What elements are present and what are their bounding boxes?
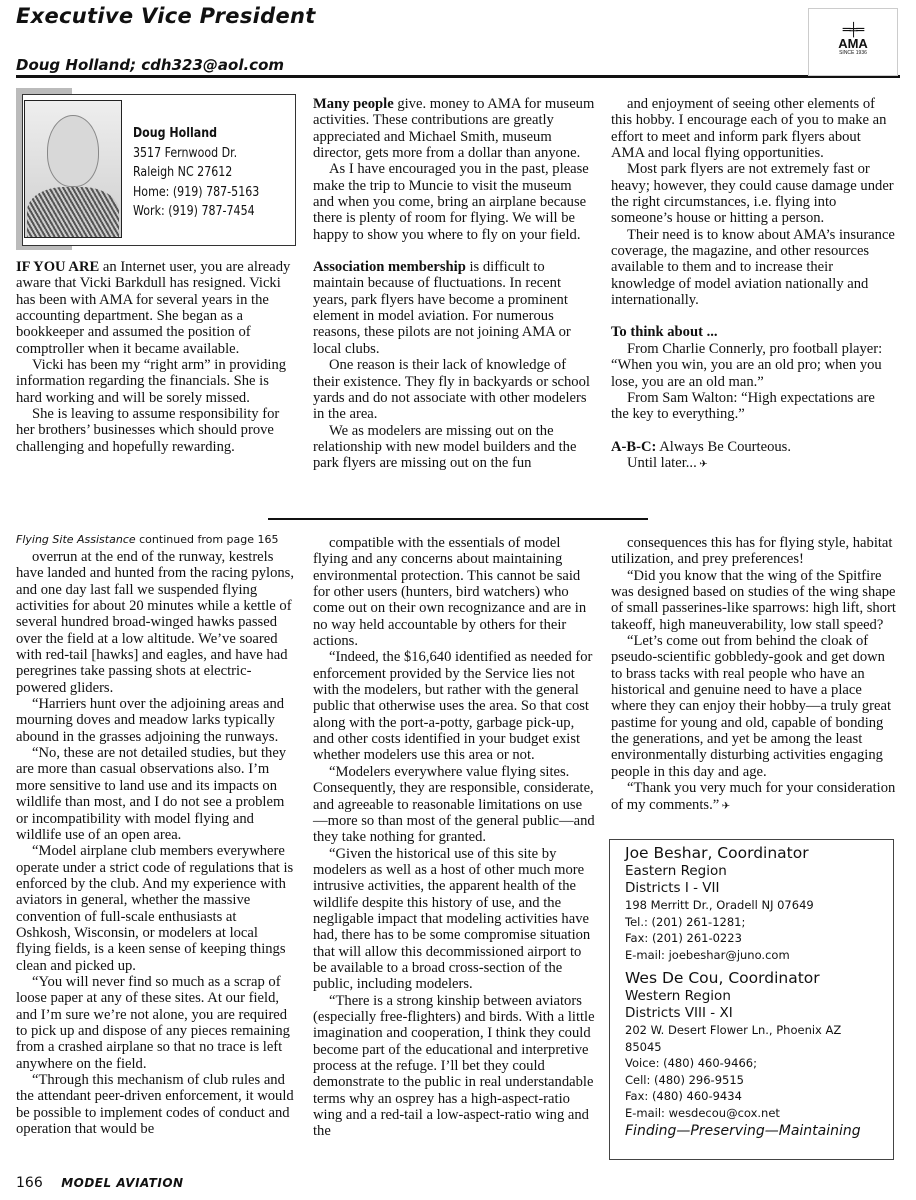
lead-in: A-B-C: bbox=[611, 438, 657, 455]
logo-since: SINCE 1936 bbox=[839, 50, 867, 56]
paragraph-text: “Did you know that the wing of the Spitfire was designed based on studies of the wing shape of small passerines-like sparrows: high lift, short takeoff, high maneuverability, low stall speed? bbox=[611, 567, 896, 633]
paragraph bbox=[611, 439, 896, 455]
subheading-text: To think about ... bbox=[611, 324, 718, 341]
section-title: Executive Vice President bbox=[16, 4, 316, 28]
subheading bbox=[611, 324, 896, 340]
paragraph bbox=[611, 341, 896, 390]
paragraph bbox=[611, 780, 896, 815]
portrait-photo bbox=[24, 100, 122, 238]
lead-in: Association membership bbox=[313, 259, 466, 276]
paragraph-text: give. money to AMA for museum activities. These contributions are greatly appreciated and Michael Smith, museum director, gets more from a dollar than anyone. bbox=[313, 96, 595, 162]
east-fax: Fax: (201) 261-0223 bbox=[625, 931, 742, 945]
wings-icon: ═╪═ bbox=[842, 23, 864, 38]
west-districts: Districts VIII - XI bbox=[625, 1005, 733, 1021]
airplane-end-mark-icon: ✈ bbox=[719, 800, 731, 812]
west-cell: Cell: (480) 296-9515 bbox=[625, 1072, 744, 1087]
lower-column-2 bbox=[313, 535, 596, 1140]
paragraph bbox=[313, 764, 596, 846]
paragraph-text: Their need is to know about AMA’s insurance coverage, the magazine, and other resources available to them and to increase their knowledge of model aviation nationally and internationally. bbox=[611, 226, 895, 309]
paragraph bbox=[313, 423, 595, 472]
paragraph-text: overrun at the end of the runway, kestrels have landed and hunted from the racing pylons, and one day last fall we suspended flying activities for about 20 minutes while a kettle of several hundred broad-winged hawks passed over the field at a low altitude. We’ve soared with red-tail [hawks] and eagles, and have had peregrines take passing shots at electric-powered gliders. bbox=[16, 549, 295, 696]
paragraph-text: “Model airplane club members everywhere operate under a strict code of regulations that is enforced by the club. And my experience with aviators in general, whether the massive convention of full-scale enthusiasts at Oshkosh, Wisconsin, or modelers at local flying fields, is a keen sense of keeping things clean and picked up. bbox=[16, 843, 294, 974]
paragraph-text: “Modelers everywhere value flying sites. Consequently, they are responsible, considerate, and agreeable to reasonable limitations on use—more so than most of the general public—and they take nothing for granted. bbox=[313, 763, 595, 846]
paragraph bbox=[313, 846, 596, 993]
paragraph-text: “You will never find so much as a scrap of loose paper at any of these sites. At our field, and I’m sure we’re not alone, you are required to pick up and dispose of any pieces remaining from a crashed airplane so that no trace is left anywhere on the field. bbox=[16, 973, 290, 1072]
paragraph-text: “Indeed, the $16,640 identified as needed for enforcement provided by the Service lies not with the modelers, but rather with the general public that otherwise uses the area. So that cost along with the port-a-potty, garbage pick-up, and other costs identified in your budget exist whether modelers use this area or not. bbox=[313, 649, 593, 764]
section-divider bbox=[268, 518, 648, 520]
east-email: E-mail: joebeshar@juno.com bbox=[625, 947, 790, 962]
paragraph-text: We as modelers are missing out on the relationship with new model builders and the park flyers are missing out on the fun bbox=[313, 422, 577, 472]
paragraph-text: From Charlie Connerly, pro football player: “When you win, you are an old pro; when you lose, you are an old man.” bbox=[611, 340, 883, 390]
west-region: Western Region bbox=[625, 988, 731, 1004]
west-email: E-mail: wesdecou@cox.net bbox=[625, 1105, 780, 1120]
paragraph-text: Most park flyers are not extremely fast or heavy; however, they could cause damage under the right circumstances, i.e. flying into someone’s house or hitting a person. bbox=[611, 161, 894, 227]
paragraph-text: is difficult to maintain because of fluctuations. In recent years, park flyers have become a prominent element in model aviation. For numerous reasons, these pilots are not joining AMA or local clubs. bbox=[313, 259, 571, 357]
paragraph-text: “There is a strong kinship between aviators (especially free-flighters) and birds. With a little imagination and cooperation, I think they could become part of the educational and interpretive process at the refuge. I’ll bet they could demonstrate to the public in real understandable terms why an osprey has a high-aspect-ratio wing and a red-tail a low-aspect-ratio wing and the bbox=[313, 992, 595, 1140]
paragraph bbox=[611, 390, 896, 423]
west-zip: 85045 bbox=[625, 1039, 662, 1054]
paragraph bbox=[16, 549, 294, 696]
tagline: Finding—Preserving—Maintaining bbox=[625, 1123, 861, 1139]
paragraph bbox=[313, 993, 596, 1140]
paragraph-text: From Sam Walton: “High expectations are the key to everything.” bbox=[611, 389, 875, 423]
paragraph bbox=[611, 568, 896, 633]
paragraph bbox=[611, 633, 896, 780]
contact-home-phone: Home: (919) 787-5163 bbox=[133, 184, 260, 200]
east-region: Eastern Region bbox=[625, 863, 727, 879]
contact-address1: 3517 Fernwood Dr. bbox=[133, 145, 238, 161]
contact-details bbox=[133, 124, 259, 222]
column-2 bbox=[313, 96, 595, 472]
paragraph-text: “Given the historical use of this site by modelers as well as a host of other much more intrusive activities, the apparent health of the wildlife despite this history of use, and the negligable impact that modeling activities have had, there has to be some compromise situation that will allow this decommissioned airport to be available to a broad cross-section of the public, including modelers. bbox=[313, 845, 591, 993]
continued-note bbox=[16, 533, 294, 546]
byline: Doug Holland; cdh323@aol.com bbox=[16, 56, 285, 74]
west-coordinator-name: Wes De Cou, Coordinator bbox=[625, 969, 820, 987]
continued-title: Flying Site Assistance bbox=[16, 533, 136, 546]
paragraph-text: As I have encouraged you in the past, please make the trip to Muncie to visit the museum and when you come, bring an airplane because there is plenty of room for flying. We will be happy to show you where to fly on your field. bbox=[313, 161, 589, 243]
ama-logo bbox=[808, 8, 898, 76]
paragraph bbox=[16, 843, 294, 974]
contact-address2: Raleigh NC 27612 bbox=[133, 165, 233, 180]
paragraph bbox=[16, 745, 294, 843]
paragraph bbox=[313, 357, 595, 422]
paragraph bbox=[313, 649, 596, 763]
paragraph bbox=[611, 535, 896, 568]
west-address: 202 W. Desert Flower Ln., Phoenix AZ bbox=[625, 1023, 842, 1037]
continued-suffix: continued from page 165 bbox=[135, 533, 279, 546]
contact-name: Doug Holland bbox=[133, 126, 218, 141]
east-districts: Districts I - VII bbox=[625, 880, 720, 896]
paragraph bbox=[611, 455, 896, 473]
magazine-name: MODEL AVIATION bbox=[61, 1176, 184, 1190]
paragraph-text: “Thank you very much for your consideration of my comments.” bbox=[611, 780, 896, 813]
paragraph bbox=[611, 96, 896, 161]
paragraph-text: “Harriers hunt over the adjoining areas and mourning doves and meadow larks typically abound in the grasses adjoining the runways. bbox=[16, 696, 285, 745]
paragraph bbox=[313, 535, 596, 649]
paragraph bbox=[611, 161, 896, 226]
paragraph-text: Vicki has been my “right arm” in providing information regarding the financials. She is hard working and will be sorely missed. bbox=[16, 357, 287, 406]
lower-column-3 bbox=[611, 535, 896, 815]
paragraph-text: an Internet user, you are already aware that Vicki Barkdull has resigned. Vicki has been with AMA for several years in the accounting department. She began as a bookkeeper and assumed the position of comptroller when it became available. bbox=[16, 259, 291, 357]
lead-in: IF YOU ARE bbox=[16, 259, 100, 275]
paragraph bbox=[313, 96, 595, 161]
paragraph bbox=[16, 357, 292, 406]
paragraph bbox=[313, 259, 595, 357]
column-3 bbox=[611, 96, 896, 473]
paragraph bbox=[16, 1072, 294, 1137]
coordinators-box bbox=[609, 839, 894, 1160]
page-number: 166 bbox=[16, 1175, 43, 1191]
west-fax: Fax: (480) 460-9434 bbox=[625, 1089, 742, 1103]
page-footer bbox=[16, 1175, 184, 1191]
east-tel: Tel.: (201) 261-1281; bbox=[625, 914, 746, 929]
paragraph-text: “Let’s come out from behind the cloak of pseudo-scientific gobbledy-gook and get down to brass tacks with real people who have an historical and genuine need to have a place where they can enjoy their hobby—a truly great pastime for young and old, capable of bonding the generations, and yet be among the least environmentally disturbing activities engaging people in this day and age. bbox=[611, 633, 892, 780]
paragraph-text: “Through this mechanism of club rules and the attendant peer-driven enforcement, it would be possible to implement codes of conduct and operation that would be bbox=[16, 1072, 294, 1138]
header-rule bbox=[16, 75, 900, 78]
paragraph bbox=[16, 696, 294, 745]
paragraph-text: Always Be Courteous. bbox=[656, 438, 791, 455]
paragraph-text: “No, these are not detailed studies, but they are more than casual observations also. I’m more sensitive to land use and its impacts on wildlife than most, and I do not see a problem or incompatibility with model flying and wildlife use of an open area. bbox=[16, 745, 287, 843]
logo-text: AMA bbox=[838, 36, 868, 51]
paragraph bbox=[16, 259, 292, 357]
paragraph-text: consequences this has for flying style, habitat utilization, and prey preferences! bbox=[611, 535, 893, 568]
contact-work-phone: Work: (919) 787-7454 bbox=[133, 204, 255, 219]
paragraph bbox=[16, 406, 292, 455]
west-voice: Voice: (480) 460-9466; bbox=[625, 1056, 757, 1070]
paragraph-text: and enjoyment of seeing other elements of this hobby. I encourage each of you to make an effort to meet and inform park flyers about AMA and local flying opportunities. bbox=[611, 96, 887, 162]
lower-column-1 bbox=[16, 533, 294, 1137]
east-address: 198 Merritt Dr., Oradell NJ 07649 bbox=[625, 898, 814, 912]
paragraph bbox=[16, 974, 294, 1072]
paragraph-text: Until later... bbox=[627, 454, 697, 471]
paragraph-text: compatible with the essentials of model flying and any concerns about maintaining environmental protection. This cannot be said for other users (hunters, bird watchers) who come out on their own recognizance and are in no way held accountable by others for their actions. bbox=[313, 535, 587, 650]
east-coordinator-name: Joe Beshar, Coordinator bbox=[625, 844, 809, 862]
paragraph bbox=[611, 227, 896, 309]
paragraph bbox=[313, 161, 595, 243]
column-1 bbox=[16, 259, 292, 455]
paragraph-text: She is leaving to assume responsibility for her brothers’ businesses which should prove challenging and hopefully rewarding. bbox=[16, 406, 280, 455]
lead-in: Many people bbox=[313, 96, 394, 112]
airplane-end-mark-icon: ✈ bbox=[696, 458, 708, 470]
paragraph-text: One reason is their lack of knowledge of their existence. They fly in backyards or school yards and do not associate with other modelers in the area. bbox=[313, 357, 590, 423]
